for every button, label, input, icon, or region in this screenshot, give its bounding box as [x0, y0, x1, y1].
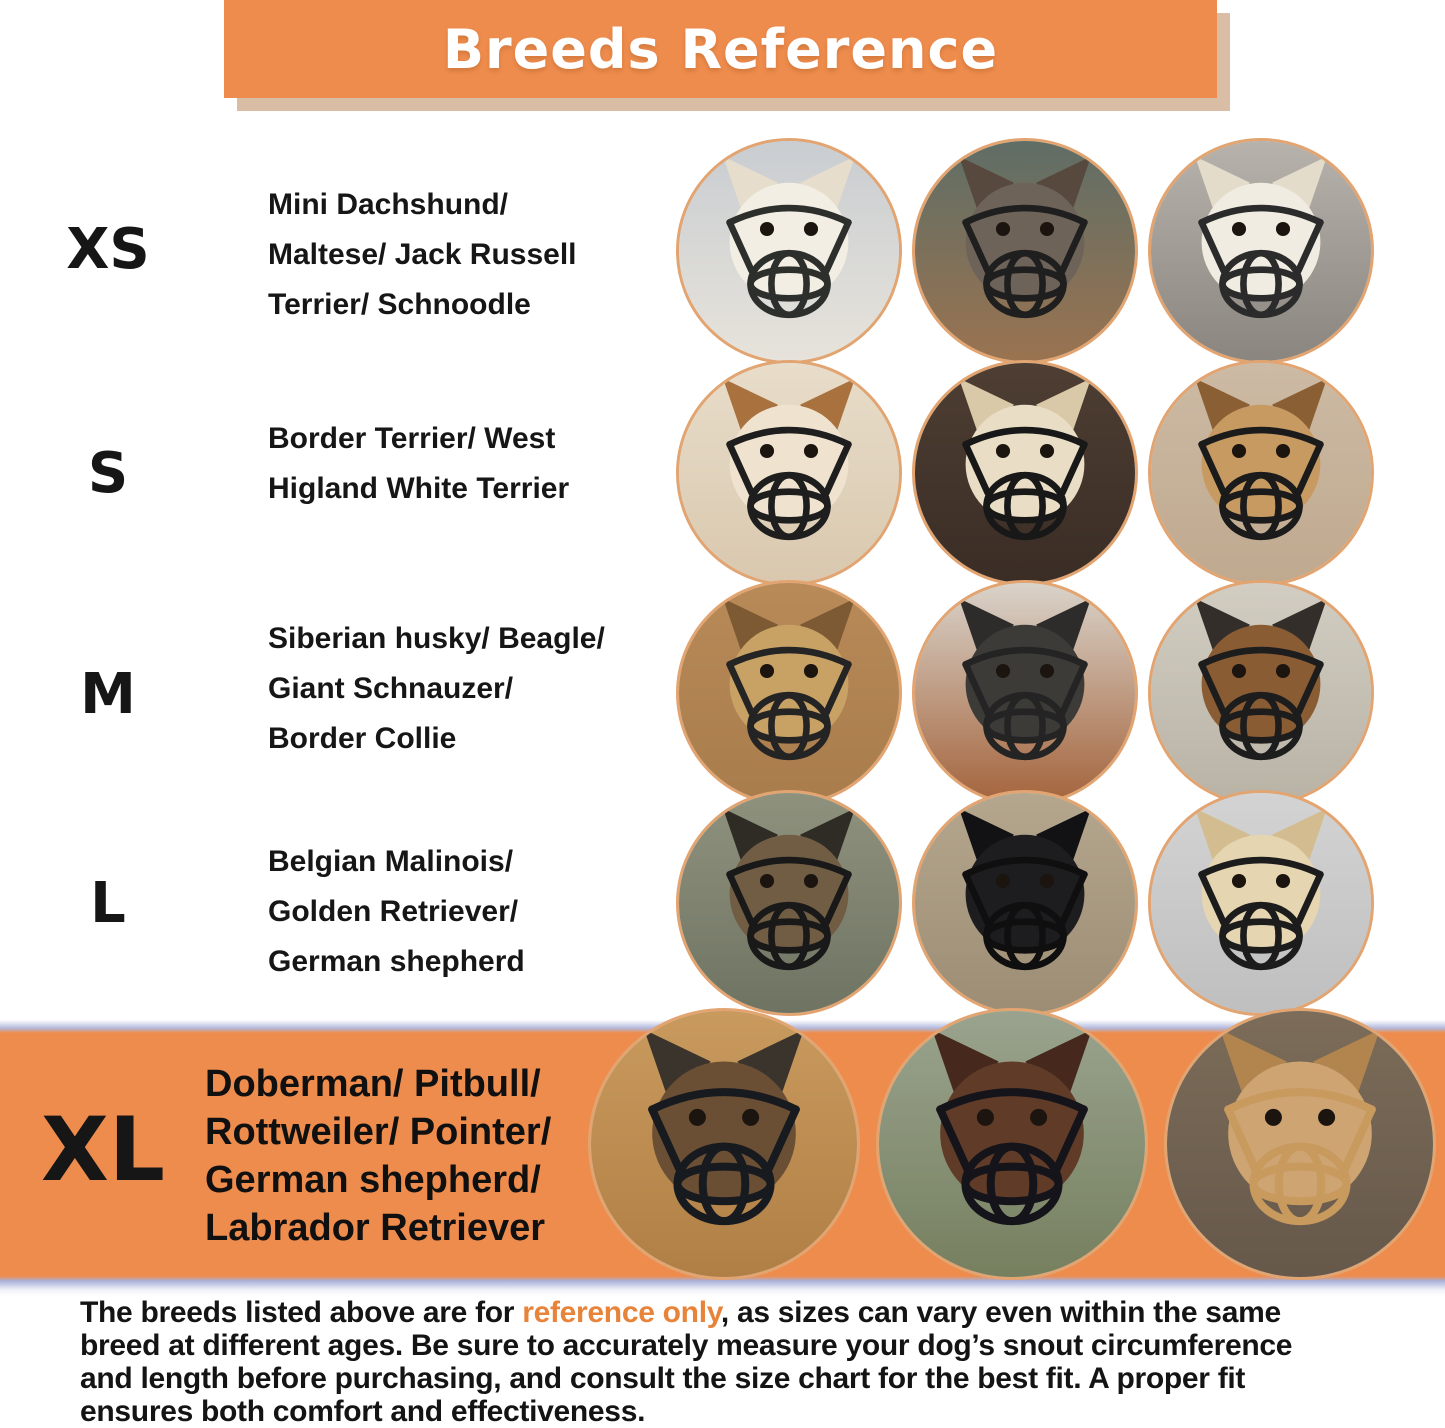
breed-list-l	[268, 837, 525, 987]
disclaimer-line	[80, 1296, 1410, 1329]
breed-line: Labrador Retriever	[205, 1207, 546, 1249]
breed-line: Terrier/ Schnoodle	[268, 288, 531, 321]
breed-list-xl	[205, 1060, 551, 1252]
dog-photo	[1148, 580, 1374, 806]
photo-row-l	[676, 790, 1374, 1016]
disclaimer-segment: The breeds listed above are for	[80, 1296, 523, 1329]
breed-line: Giant Schnauzer/	[268, 672, 514, 705]
dog-photo	[912, 790, 1138, 1016]
disclaimer-text	[80, 1296, 1410, 1428]
breed-list-m	[268, 614, 605, 764]
photo-row-m	[676, 580, 1374, 806]
breed-line: Siberian husky/ Beagle/	[268, 622, 605, 655]
breed-line: Border Terrier/ West	[268, 422, 556, 455]
disclaimer-line: breed at different ages. Be sure to accurately measure your dog’s snout circumference	[80, 1329, 1293, 1362]
breed-line: Doberman/ Pitbull/	[205, 1063, 541, 1105]
dog-photo	[876, 1008, 1148, 1280]
size-label-xs: XS	[66, 217, 150, 282]
breed-line: Golden Retriever/	[268, 895, 519, 928]
dog-photo	[1164, 1008, 1436, 1280]
dog-photo	[676, 790, 902, 1016]
size-label-xl: XL	[41, 1098, 165, 1201]
photo-row-xs	[676, 138, 1374, 364]
disclaimer-segment: , as sizes can vary even within the same	[720, 1296, 1281, 1329]
dog-photo	[676, 360, 902, 586]
breed-list-xs	[268, 180, 577, 330]
dog-photo	[912, 360, 1138, 586]
dog-photo	[676, 580, 902, 806]
breed-line: Maltese/ Jack Russell	[268, 238, 577, 271]
size-label-s: S	[87, 441, 129, 506]
dog-photo	[912, 580, 1138, 806]
disclaimer-line: ensures both comfort and effectiveness.	[80, 1395, 646, 1428]
photo-row-s	[676, 360, 1374, 586]
dog-photo	[912, 138, 1138, 364]
photo-row-xl	[588, 1008, 1436, 1280]
reference-only-highlight: reference only	[522, 1296, 721, 1329]
breed-line: Border Collie	[268, 722, 457, 755]
size-label-m: M	[80, 662, 136, 727]
breed-line: Belgian Malinois/	[268, 845, 514, 878]
header-banner	[224, 0, 1217, 98]
breed-line: Rottweiler/ Pointer/	[205, 1111, 552, 1153]
page-title: Breeds Reference	[442, 17, 999, 81]
breed-line: Mini Dachshund/	[268, 188, 508, 221]
breed-list-s	[268, 414, 569, 514]
breed-line: German shepherd	[268, 945, 525, 978]
dog-photo	[588, 1008, 860, 1280]
breed-line: German shepherd/	[205, 1159, 541, 1201]
dog-photo	[1148, 360, 1374, 586]
dog-photo	[1148, 138, 1374, 364]
dog-photo	[676, 138, 902, 364]
disclaimer-line: and length before purchasing, and consult the size chart for the best fit. A proper fit	[80, 1362, 1246, 1395]
breed-line: Higland White Terrier	[268, 472, 570, 505]
dog-photo	[1148, 790, 1374, 1016]
size-label-l: L	[90, 871, 126, 936]
